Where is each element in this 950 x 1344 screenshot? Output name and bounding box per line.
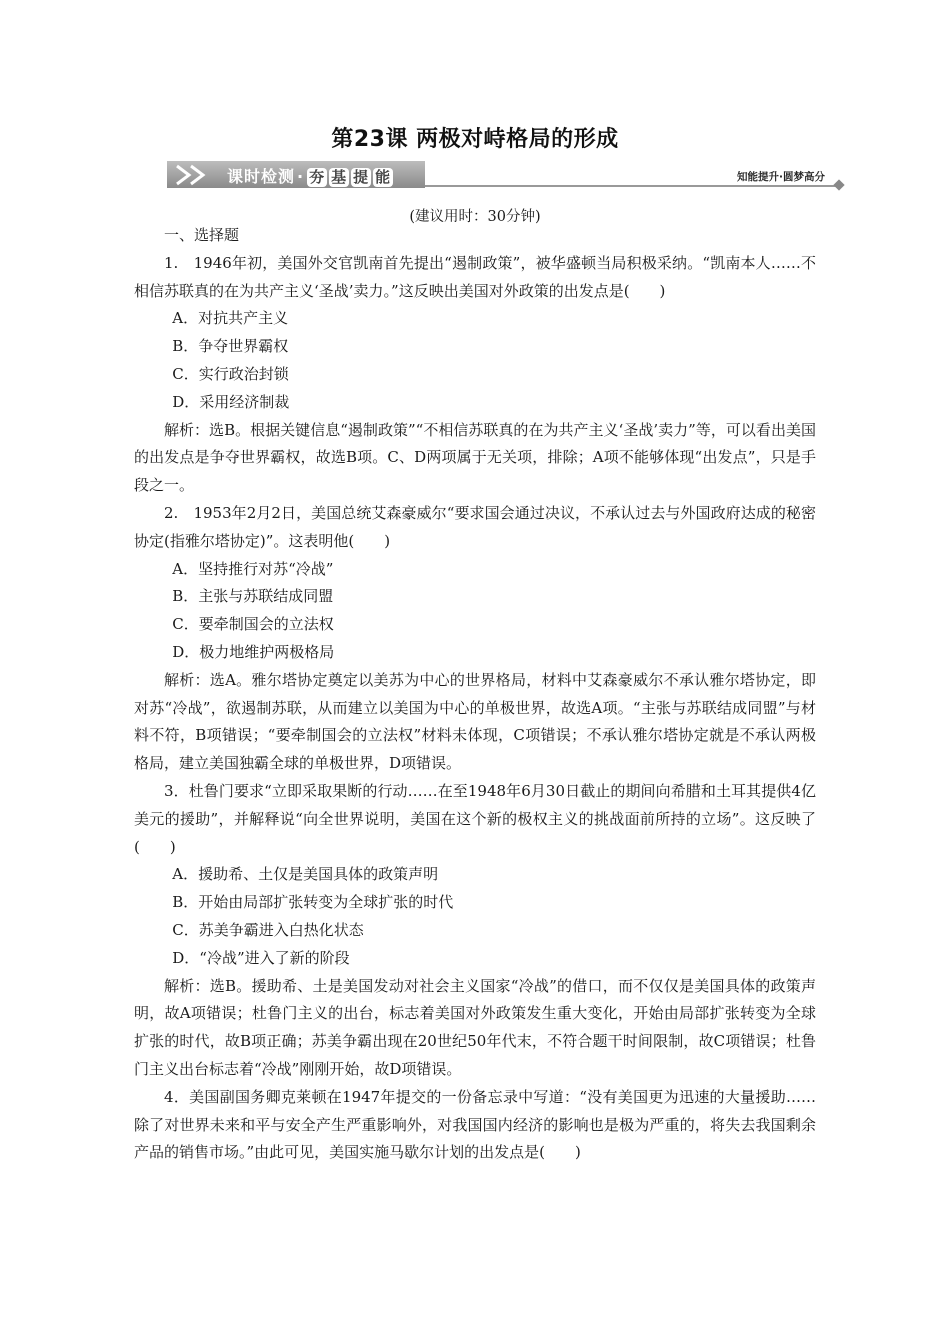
question-3-option-d: D．“冷战”进入了新的阶段 [172, 948, 350, 967]
diamond-icon [833, 179, 844, 190]
banner-box-1: 夯 [309, 168, 326, 186]
question-1-option-c: C．实行政治封锁 [172, 364, 289, 383]
question-3-option-c: C．苏美争霸进入白热化状态 [172, 920, 364, 939]
banner-box-4: 能 [375, 168, 392, 186]
question-1-option-d: D．采用经济制裁 [172, 392, 290, 411]
banner-box-3: 提 [353, 168, 370, 186]
question-1-analysis: 解析：选B。根据关键信息“遏制政策”“不相信苏联真的在为共产主义‘圣战’卖力”等，可以看出美国的出发点是争夺世界霸权，故选B项。C、D两项属于无关项，排除；A项不能够体现“出发点”，只是手段之一。 [134, 420, 816, 495]
question-2-option-d: D．极力地维护两极格局 [172, 642, 335, 661]
question-2-option-b: B．主张与苏联结成同盟 [172, 587, 334, 606]
time-note: (建议用时：30分钟) [409, 209, 541, 225]
page-title: 第23课 两极对峙格局的形成 [331, 127, 619, 152]
question-2-analysis: 解析：选A。雅尔塔协定奠定以美苏为中心的世界格局，材料中艾森豪威尔不承认雅尔塔协定，即对苏“冷战”，欲遏制苏联，从而建立以美国为中心的单极世界，故选A项。“主张与苏联结成同盟”与材料不符，B项错误；“要牵制国会的立法权”材料未体现，C项错误；不承认雅尔塔协定就是不承认两极格局，建立美国独霸全球的单极世界，D项错误。 [134, 670, 816, 773]
section-heading: 一、选择题 [164, 226, 240, 244]
banner-label-main: 课时检测 [227, 167, 296, 186]
banner-dot: · [297, 167, 305, 186]
question-4-stem: 4．美国副国务卿克莱顿在1947年提交的一份备忘录中写道：“没有美国更为迅速的大量援助……除了对世界未来和平与安全产生严重影响外，对我国国内经济的影响也是极为严重的，将失去我国剩余产品的销售市场。”由此可见，美国实施马歇尔计划的出发点是( ) [134, 1087, 816, 1162]
question-3-option-b: B．开始由局部扩张转变为全球扩张的时代 [172, 893, 454, 912]
banner-label [227, 164, 394, 187]
document-body [134, 222, 816, 1167]
banner-rule [425, 185, 837, 187]
question-3-stem: 3．杜鲁门要求“立即采取果断的行动……在至1948年6月30日截止的期间向希腊和土耳其提供4亿美元的援助”，并解释说“向全世界说明，美国在这个新的极权主义的挑战面前所持的立场”。这反映了( ) [134, 781, 816, 856]
banner-slogan: 知能提升·圆梦高分 [737, 171, 825, 183]
question-1-option-a: A．对抗共产主义 [172, 309, 289, 328]
section-banner [167, 161, 843, 191]
banner-box-2: 基 [331, 168, 348, 186]
question-1-stem: 1. 1946年初，美国外交官凯南首先提出“遏制政策”，被华盛顿当局积极采纳。“凯南本人……不相信苏联真的在为共产主义‘圣战’卖力。”这反映出美国对外政策的出发点是( ) [134, 253, 816, 300]
chevron-double-icon [173, 164, 219, 186]
question-3-option-a: A．援助希、土仅是美国具体的政策声明 [172, 865, 439, 884]
question-1-option-b: B．争夺世界霸权 [172, 337, 289, 356]
question-2-option-a: A．坚持推行对苏“冷战” [172, 559, 334, 578]
question-2-stem: 2. 1953年2月2日，美国总统艾森豪威尔“要求国会通过决议，不承认过去与外国政府达成的秘密协定(指雅尔塔协定)”。这表明他( ) [134, 503, 816, 550]
question-2-option-c: C．要牵制国会的立法权 [172, 615, 334, 634]
question-3-analysis: 解析：选B。援助希、土是美国发动对社会主义国家“冷战”的借口，而不仅仅是美国具体的政策声明，故A项错误；杜鲁门主义的出台，标志着美国对外政策发生重大变化，开始由局部扩张转变为全球扩张的时代，故B项正确；苏美争霸出现在20世纪50年代末，不符合题干时间限制，故C项错误；杜鲁门主义出台标志着“冷战”刚刚开始，故D项错误。 [134, 976, 816, 1078]
